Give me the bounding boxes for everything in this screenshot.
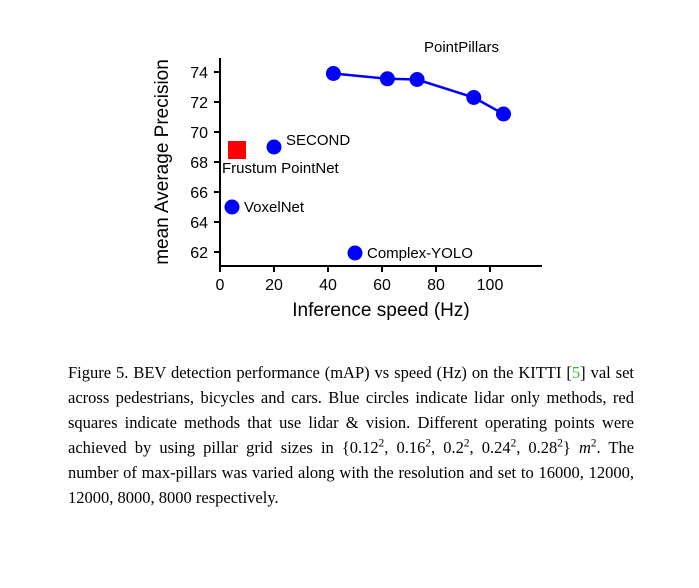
- y-tick-label: 66: [190, 185, 208, 202]
- complex-yolo-data-point: [348, 246, 363, 261]
- caption-exponent: 2: [425, 437, 431, 450]
- data-point: [326, 66, 341, 81]
- y-axis-ticks: [190, 65, 220, 262]
- y-tick-label: 74: [190, 65, 208, 82]
- data-point: [496, 107, 511, 122]
- voxelnet-annotation: VoxelNet: [244, 199, 305, 216]
- caption-exponent: 2: [378, 437, 385, 450]
- caption-text-part1: BEV detection performance (mAP) vs speed (Hz) on the KITTI [: [128, 363, 572, 382]
- y-tick-label: 62: [190, 245, 208, 262]
- caption-exponent: 2: [510, 437, 517, 450]
- caption-text-part7: }: [562, 438, 579, 458]
- caption-unit-exponent: 2: [590, 437, 597, 450]
- caption-exponent: 2: [463, 437, 470, 450]
- caption-text-part3: , 0.16: [384, 438, 426, 458]
- complex-yolo-annotation: Complex-YOLO: [367, 245, 473, 262]
- x-tick-label: 80: [427, 277, 445, 294]
- x-tick-label: 40: [319, 277, 337, 294]
- caption-figure-number: Figure 5.: [68, 363, 129, 382]
- caption-text-part6: , 0.28: [516, 438, 558, 458]
- second-data-point: [267, 140, 282, 155]
- y-tick-label: 64: [190, 215, 208, 232]
- x-tick-label: 100: [476, 277, 504, 294]
- frustum-pointnet-annotation: Frustum PointNet: [222, 160, 339, 177]
- second-annotation: SECOND: [286, 132, 351, 149]
- y-tick-label: 68: [190, 155, 208, 172]
- x-tick-label: 20: [265, 277, 283, 294]
- frustum-pointnet-data-point: [228, 141, 246, 159]
- data-point: [410, 72, 425, 87]
- caption-text-part8: . The number of max-pillars was varied along with the resolution and set to 16000, 12000, 12000, 8000, 8000 respectively.: [68, 438, 635, 508]
- caption-citation[interactable]: 5: [571, 363, 581, 382]
- caption-text-part5: , 0.24: [469, 438, 511, 458]
- x-tick-label: 0: [215, 277, 225, 294]
- bev-performance-scatter-chart: [150, 30, 570, 320]
- caption-exponent: 2: [557, 437, 563, 450]
- caption-text-part2: ] val set across pedestrians, bicycles and cars. Blue circles indicate lidar only methods, red squares indicate methods that use lidar & vision. Different operating points were achieved by using pillar grid sizes in {0.12: [68, 363, 635, 458]
- pointpillars-annotation: PointPillars: [424, 39, 500, 56]
- y-tick-label: 72: [190, 95, 208, 112]
- y-tick-label: 70: [190, 125, 208, 142]
- x-axis-ticks: [216, 266, 504, 294]
- caption-unit: m: [578, 438, 591, 458]
- x-axis-label: Inference speed (Hz): [292, 300, 470, 320]
- voxelnet-data-point: [225, 200, 240, 215]
- data-point: [380, 71, 395, 86]
- caption-text-part4: , 0.2: [431, 438, 464, 458]
- figure-caption: [68, 360, 634, 510]
- y-axis-label: mean Average Precision: [152, 59, 173, 265]
- x-tick-label: 60: [373, 277, 391, 294]
- data-point: [466, 90, 481, 105]
